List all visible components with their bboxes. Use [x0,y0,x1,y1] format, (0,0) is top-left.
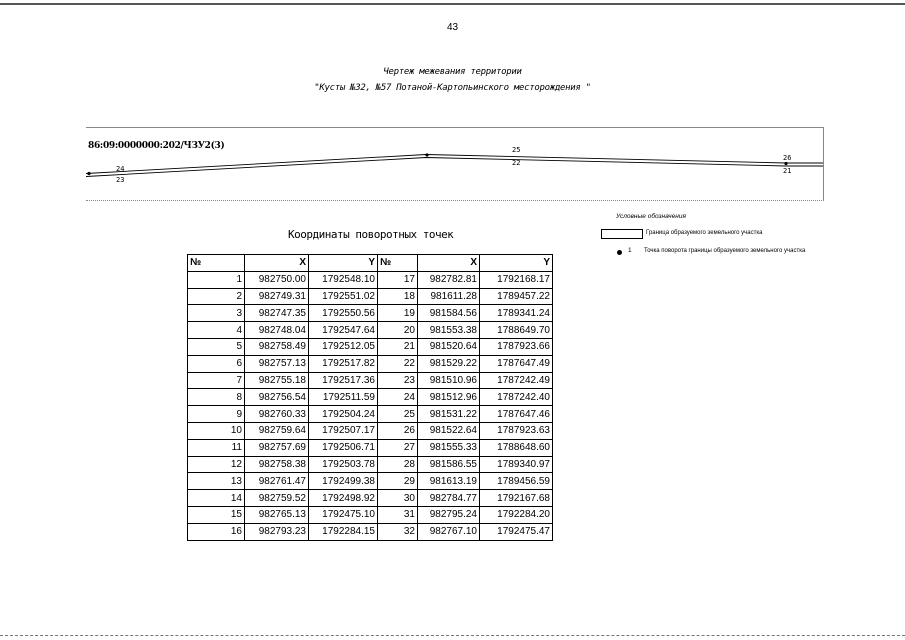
table-row [188,355,553,372]
cell-y: 1792517.36 [309,372,378,389]
cell-x: 981611.28 [418,288,480,305]
cell-number: 25 [378,406,418,423]
cell-number: 31 [378,506,418,523]
cell-number: 20 [378,322,418,339]
cell-y: 1787647.46 [480,406,553,423]
page-top-edge [0,3,905,5]
cell-number: 18 [378,288,418,305]
cell-number: 30 [378,490,418,507]
cell-x: 982784.77 [418,490,480,507]
cell-number: 17 [378,271,418,288]
cell-y: 1792475.47 [480,523,553,540]
point-label-22: 22 [512,159,521,167]
cell-number: 4 [188,322,245,339]
cell-y: 1787242.49 [480,372,553,389]
legend-title: Условные обозначения [616,213,686,220]
point-label-25: 25 [512,146,521,154]
point-label-21: 21 [783,167,792,175]
table-row [188,490,553,507]
cell-x: 982758.38 [245,456,309,473]
cell-number: 5 [188,338,245,355]
cell-x: 981586.55 [418,456,480,473]
cell-y: 1792498.92 [309,490,378,507]
table-row [188,372,553,389]
cell-x: 982761.47 [245,473,309,490]
cell-number: 3 [188,305,245,322]
cell-x: 982750.00 [245,271,309,288]
cell-x: 982756.54 [245,389,309,406]
parcel-plan-drawing [86,128,823,200]
cell-x: 982782.81 [418,271,480,288]
cell-number: 27 [378,439,418,456]
cell-y: 1792504.24 [309,406,378,423]
cell-x: 981529.22 [418,355,480,372]
cell-y: 1792499.38 [309,473,378,490]
cell-x: 981613.19 [418,473,480,490]
legend-boundary-label: Граница образуемого земельного участка [646,230,763,236]
turning-point-25 [425,153,428,156]
cell-x: 982759.52 [245,490,309,507]
header-y-2: Y [480,255,553,272]
cell-y: 1792512.05 [309,338,378,355]
cell-y: 1792550.56 [309,305,378,322]
page-bottom-edge [0,635,905,636]
cell-y: 1789457.22 [480,288,553,305]
cell-x: 982748.04 [245,322,309,339]
cell-y: 1792167.68 [480,490,553,507]
cell-number: 11 [188,439,245,456]
table-row [188,338,553,355]
cell-x: 982757.13 [245,355,309,372]
cell-x: 981520.64 [418,338,480,355]
page-number: 43 [446,22,459,33]
table-row [188,523,553,540]
cell-number: 23 [378,372,418,389]
cell-y: 1792168.17 [480,271,553,288]
cell-number: 9 [188,406,245,423]
cell-x: 982759.64 [245,422,309,439]
cell-number: 10 [188,422,245,439]
cell-y: 1787923.63 [480,422,553,439]
cell-x: 981510.96 [418,372,480,389]
coordinates-table [187,254,553,541]
cell-x: 981555.33 [418,439,480,456]
table-row [188,406,553,423]
turning-point-26 [784,162,787,165]
cell-y: 1792503.78 [309,456,378,473]
cell-y: 1788648.60 [480,439,553,456]
cell-y: 1792284.20 [480,506,553,523]
cell-y: 1792507.17 [309,422,378,439]
legend-point-icon [617,250,622,255]
cell-x: 982760.33 [245,406,309,423]
table-row [188,456,553,473]
cell-number: 26 [378,422,418,439]
cell-x: 982749.31 [245,288,309,305]
header-x-2: X [418,255,480,272]
legend-point-number: 1 [628,247,632,254]
cell-number: 24 [378,389,418,406]
drawing-title: Чертеж межевания территории [383,67,522,77]
cell-x: 982758.49 [245,338,309,355]
point-label-24: 24 [116,165,125,173]
cell-y: 1788649.70 [480,322,553,339]
cell-y: 1792517.82 [309,355,378,372]
cell-number: 28 [378,456,418,473]
table-row [188,422,553,439]
table-row [188,271,553,288]
header-x-1: X [245,255,309,272]
parcel-plan [86,127,824,201]
cell-number: 15 [188,506,245,523]
coordinates-table-title: Координаты поворотных точек [288,228,454,241]
cell-number: 22 [378,355,418,372]
cell-y: 1787242.40 [480,389,553,406]
cell-number: 2 [188,288,245,305]
cell-x: 981553.38 [418,322,480,339]
cell-y: 1787647.49 [480,355,553,372]
table-row [188,506,553,523]
cell-x: 981584.56 [418,305,480,322]
cell-number: 29 [378,473,418,490]
cell-number: 16 [188,523,245,540]
cell-number: 21 [378,338,418,355]
cell-x: 982765.13 [245,506,309,523]
cell-x: 982747.35 [245,305,309,322]
cell-y: 1789341.24 [480,305,553,322]
cell-y: 1792548.10 [309,271,378,288]
coordinates-table-body [188,271,553,540]
cell-y: 1789340.97 [480,456,553,473]
cell-y: 1792284.15 [309,523,378,540]
table-row [188,322,553,339]
cell-number: 14 [188,490,245,507]
cell-number: 7 [188,372,245,389]
cell-y: 1787923.66 [480,338,553,355]
turning-point-24 [87,172,90,175]
cell-y: 1792506.71 [309,439,378,456]
table-row [188,439,553,456]
cell-x: 982795.24 [418,506,480,523]
cell-number: 32 [378,523,418,540]
table-row [188,288,553,305]
cell-x: 982755.18 [245,372,309,389]
cell-x: 981531.22 [418,406,480,423]
cell-x: 982793.23 [245,523,309,540]
cell-number: 1 [188,271,245,288]
legend-boundary-swatch [601,229,643,239]
header-y-1: Y [309,255,378,272]
cell-y: 1789456.59 [480,473,553,490]
point-label-23: 23 [116,176,125,184]
header-number-1: № [188,255,245,272]
cell-x: 982767.10 [418,523,480,540]
cell-x: 981522.64 [418,422,480,439]
cell-x: 982757.69 [245,439,309,456]
cell-number: 8 [188,389,245,406]
table-row [188,389,553,406]
table-row [188,305,553,322]
table-row [188,473,553,490]
cell-number: 12 [188,456,245,473]
cell-number: 19 [378,305,418,322]
cell-number: 13 [188,473,245,490]
legend-point-label: Точка поворота границы образуемого земельного участка [644,248,806,254]
cell-y: 1792511.59 [309,389,378,406]
drawing-subtitle: "Кусты №32, №57 Потаной-Картопьинского месторождения " [314,83,591,93]
cell-y: 1792551.02 [309,288,378,305]
table-header-row [188,255,553,272]
cell-number: 6 [188,355,245,372]
cell-y: 1792547.64 [309,322,378,339]
parcel-cadastral-label: 86:09:0000000:202/ЧЗУ2(3) [88,141,225,151]
point-label-26: 26 [783,154,792,162]
cell-y: 1792475.10 [309,506,378,523]
header-number-2: № [378,255,418,272]
cell-x: 981512.96 [418,389,480,406]
